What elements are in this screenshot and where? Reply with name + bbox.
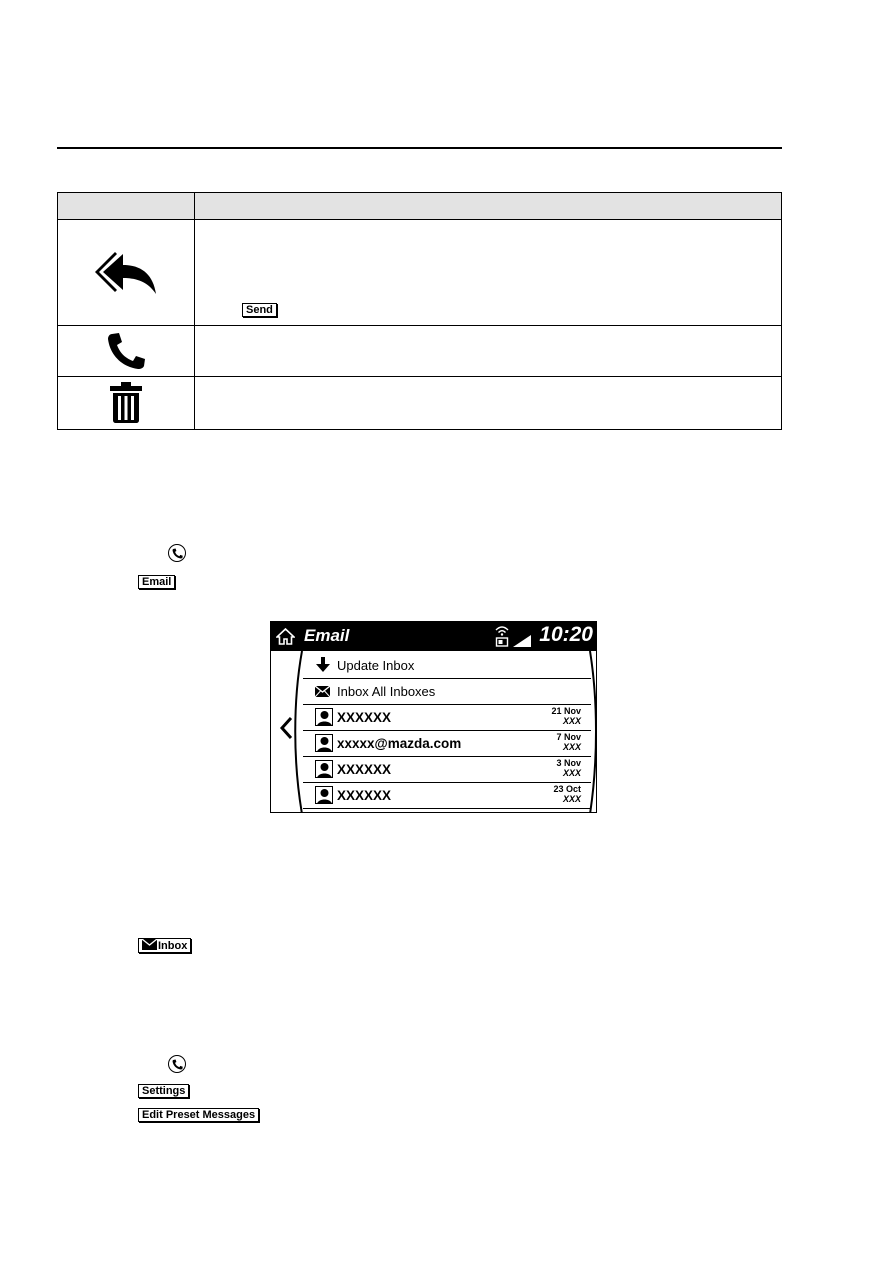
inbox-select-label: Inbox All Inboxes: [337, 684, 436, 699]
list-item[interactable]: [303, 705, 591, 731]
list-item[interactable]: [303, 757, 591, 783]
message-sender: xxxxx@mazda.com: [337, 736, 462, 751]
person-icon: [316, 735, 333, 752]
reply-all-icon: [93, 250, 159, 296]
table-header-col-function: [195, 193, 781, 219]
envelope-icon: [315, 686, 330, 697]
table-row: [58, 377, 781, 429]
table-cell-description: [195, 326, 781, 376]
person-icon: [316, 761, 333, 778]
table-header-col-icon: [58, 193, 195, 219]
signal-icon: [513, 635, 531, 647]
inbox-select-item[interactable]: [303, 679, 591, 705]
table-header: [58, 193, 781, 220]
person-icon: [316, 787, 333, 804]
message-sender: XXXXXX: [337, 710, 392, 725]
icon-table: [57, 192, 782, 430]
table-cell-description: [195, 377, 781, 429]
message-date: 7 Nov XXX: [556, 732, 581, 752]
table-cell-icon: [58, 220, 195, 325]
table-row: [58, 220, 781, 326]
phone-call-button-icon: [168, 1055, 186, 1073]
table-cell-description: [195, 220, 781, 325]
avatar: [315, 786, 333, 804]
envelope-icon: [141, 939, 158, 950]
list-item[interactable]: [303, 731, 591, 757]
send-button-label: Send: [242, 303, 277, 317]
table-cell-icon: [58, 377, 195, 429]
message-sender: XXXXXX: [337, 762, 392, 777]
message-sender: XXXXXX: [337, 788, 392, 803]
avatar: [315, 708, 333, 726]
settings-button-label: Settings: [138, 1084, 189, 1098]
screen-title: Email: [304, 626, 350, 645]
download-arrow-icon: [316, 657, 330, 673]
phone-icon: [172, 1059, 183, 1070]
avatar: [315, 760, 333, 778]
edit-preset-messages-button-label: Edit Preset Messages: [138, 1108, 259, 1122]
inbox-button-label: Inbox: [138, 938, 191, 953]
email-screen: [270, 621, 597, 813]
message-date: 3 Nov XXX: [556, 758, 581, 778]
phone-call-button-icon: [168, 544, 186, 562]
screen-time: 10:20: [539, 623, 593, 646]
email-button-label: Email: [138, 575, 175, 589]
message-date: 21 Nov XXX: [551, 706, 581, 726]
phone-icon: [172, 548, 183, 559]
phone-icon: [106, 332, 146, 370]
table-row: [58, 326, 781, 377]
update-inbox-item[interactable]: [303, 653, 591, 679]
update-inbox-label: Update Inbox: [337, 658, 415, 673]
wifi-battery-icon: [495, 625, 509, 647]
home-icon: [276, 628, 295, 645]
trash-icon: [110, 382, 142, 424]
table-cell-icon: [58, 326, 195, 376]
back-chevron-icon[interactable]: [279, 716, 293, 740]
screen-header: [271, 622, 596, 651]
avatar: [315, 734, 333, 752]
list-item[interactable]: [303, 783, 591, 809]
header-rule: [57, 147, 782, 149]
person-icon: [316, 709, 333, 726]
message-date: 23 Oct XXX: [553, 784, 581, 804]
